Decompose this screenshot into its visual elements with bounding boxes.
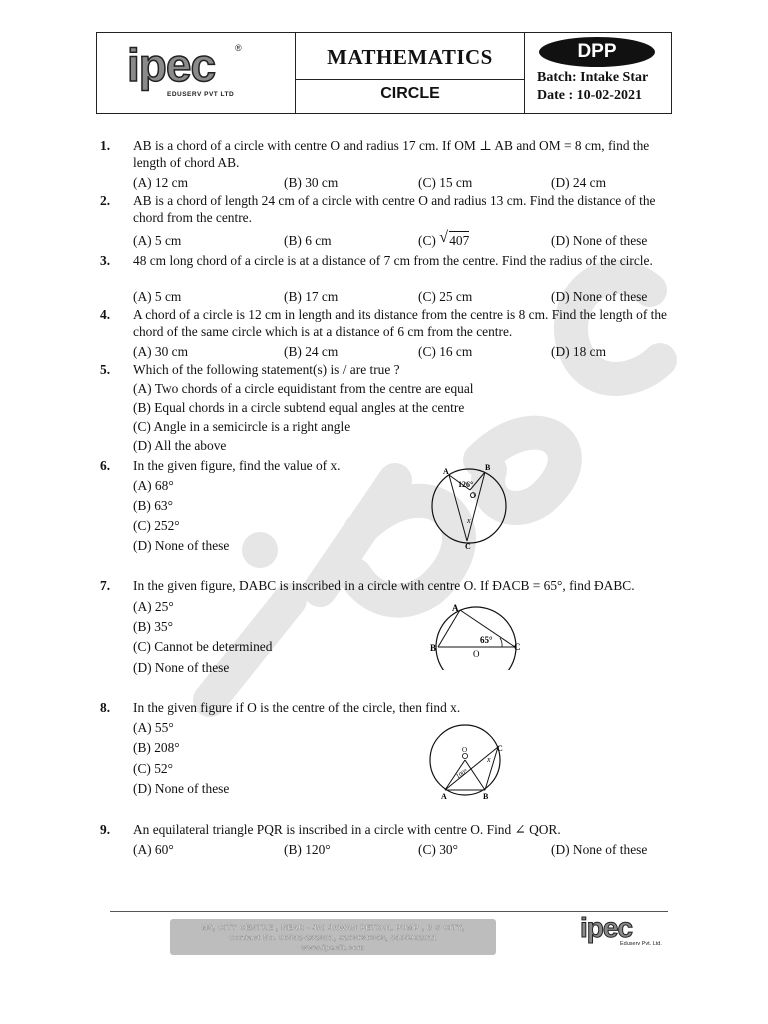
- label-A: A: [452, 603, 459, 613]
- option-d[interactable]: (D) None of these: [551, 233, 648, 248]
- registered-mark: ®: [235, 43, 242, 53]
- label-A: A: [441, 792, 447, 801]
- sqrt-value: 407: [449, 233, 470, 248]
- question-number: 6.: [100, 458, 111, 473]
- option-d[interactable]: (D) None of these: [133, 781, 230, 796]
- question-number: 1.: [100, 138, 111, 153]
- angle-label: 126°: [458, 480, 474, 489]
- question-number: 2.: [100, 193, 111, 208]
- header-box: [96, 32, 672, 114]
- option-d[interactable]: (D) 24 cm: [551, 175, 607, 190]
- option-b[interactable]: (B) 63°: [133, 498, 173, 513]
- question-number: 8.: [100, 700, 111, 715]
- option-b[interactable]: (B) Equal chords in a circle subtend equal angles at the centre: [133, 400, 465, 415]
- option-b[interactable]: (B) 120°: [284, 842, 331, 857]
- question-number: 3.: [100, 253, 111, 268]
- question-text: 48 cm long chord of a circle is at a distance of 7 cm from the centre. Find the radius of the circle.: [133, 253, 653, 268]
- option-a[interactable]: (A) 25°: [133, 599, 174, 614]
- footer-address: M5, CITY CENTRE , NEAR - JAI JAWAN PETROL PUMP , B S CITY,: [201, 923, 465, 932]
- option-c[interactable]: (C) Cannot be determined: [133, 639, 273, 654]
- option-a[interactable]: (A) 12 cm: [133, 175, 189, 190]
- footer-website[interactable]: www.ipecit.com: [301, 943, 365, 952]
- x-label: x: [487, 755, 491, 764]
- figure-q8: [425, 722, 511, 802]
- label-A: A: [443, 467, 449, 476]
- footer-contact: Contact No. 06542-232381, 9263636343, 8405902011: [229, 933, 437, 942]
- label-B: B: [483, 792, 489, 801]
- subject-title: MATHEMATICS: [327, 45, 493, 69]
- question-text: AB is a chord of a circle with centre O and radius 17 cm. If OM ⊥ AB and OM = 8 cm, find the length of chord AB.: [133, 138, 650, 170]
- option-b[interactable]: (B) 24 cm: [284, 344, 339, 359]
- option-c[interactable]: (C) 25 cm: [418, 289, 473, 304]
- option-a[interactable]: (A) 5 cm: [133, 233, 182, 248]
- question-number: 5.: [100, 362, 111, 377]
- figure-q7: [428, 600, 524, 670]
- question-text: Which of the following statement(s) is / are true ?: [133, 362, 400, 377]
- question-number: 7.: [100, 578, 111, 593]
- option-b[interactable]: (B) 30 cm: [284, 175, 339, 190]
- question-text: In the given figure if O is the centre of the circle, then find x.: [133, 700, 461, 715]
- figure-q6: [425, 460, 515, 550]
- ipec-logo: ipec: [127, 39, 216, 91]
- angle-label: 100°: [454, 767, 470, 781]
- label-C: C: [514, 642, 521, 652]
- option-d[interactable]: (D) 18 cm: [551, 344, 607, 359]
- option-d[interactable]: (D) None of these: [551, 842, 648, 857]
- question-text: In the given figure, DABC is inscribed in a circle with centre O. If ÐACB = 65°, find ÐABC.: [133, 578, 635, 593]
- logo-cell: [97, 33, 296, 113]
- batch-label: Batch: Intake Star: [537, 70, 649, 85]
- question-number: 9.: [100, 822, 111, 837]
- option-c[interactable]: (C) 30°: [418, 842, 458, 857]
- option-c[interactable]: (C) 52°: [133, 761, 173, 776]
- subject-divider: [296, 79, 524, 80]
- option-b[interactable]: (B) 35°: [133, 619, 173, 634]
- option-d[interactable]: (D) All the above: [133, 438, 227, 453]
- label-C: C: [465, 542, 471, 550]
- option-a[interactable]: (A) Two chords of a circle equidistant from the centre are equal: [133, 381, 474, 396]
- footer-ipec-logo: ipec: [580, 912, 633, 943]
- label-B: B: [485, 463, 491, 472]
- option-c[interactable]: (C) 15 cm: [418, 175, 473, 190]
- footer-logo-subtitle: Eduserv Pvt. Ltd.: [620, 941, 662, 947]
- option-c[interactable]: [418, 229, 470, 249]
- dpp-badge: DPP: [539, 37, 655, 67]
- label-O: O: [462, 746, 468, 754]
- question-text: An equilateral triangle PQR is inscribed in a circle with centre O. Find ∠ QOR.: [133, 822, 561, 837]
- option-c[interactable]: (C) 16 cm: [418, 344, 473, 359]
- label-O: O: [470, 492, 476, 500]
- option-b[interactable]: (B) 6 cm: [284, 233, 332, 248]
- option-c-label: (C): [418, 233, 436, 248]
- question-number: 4.: [100, 307, 111, 322]
- label-B: B: [430, 643, 437, 653]
- question-text: AB is a chord of length 24 cm of a circle with centre O and radius 13 cm. Find the distance of the chord from the centre.: [133, 193, 656, 225]
- option-b[interactable]: (B) 208°: [133, 740, 180, 755]
- option-a[interactable]: (A) 68°: [133, 478, 174, 493]
- option-d[interactable]: (D) None of these: [133, 660, 230, 675]
- option-a[interactable]: (A) 5 cm: [133, 289, 182, 304]
- option-d[interactable]: (D) None of these: [133, 538, 230, 553]
- option-a[interactable]: (A) 55°: [133, 720, 174, 735]
- subject-cell: [296, 33, 525, 113]
- date-label: Date : 10-02-2021: [537, 88, 642, 103]
- footer-address-box: [170, 919, 496, 955]
- option-c[interactable]: (C) 252°: [133, 518, 180, 533]
- topic-title: CIRCLE: [380, 85, 440, 102]
- option-d[interactable]: (D) None of these: [551, 289, 648, 304]
- label-C: C: [497, 744, 503, 753]
- angle-label: 65°: [480, 635, 493, 645]
- question-text: A chord of a circle is 12 cm in length and its distance from the centre is 8 cm. Find the length of the chord of the same circle which is at a distance of 6 cm from the centre.: [133, 307, 667, 339]
- x-label: x: [467, 516, 471, 525]
- option-a[interactable]: (A) 30 cm: [133, 344, 189, 359]
- logo-subtitle: EDUSERV PVT LTD: [167, 91, 235, 98]
- question-text: In the given figure, find the value of x.: [133, 458, 341, 473]
- option-a[interactable]: (A) 60°: [133, 842, 174, 857]
- option-c[interactable]: (C) Angle in a semicircle is a right angle: [133, 419, 351, 434]
- option-b[interactable]: (B) 17 cm: [284, 289, 339, 304]
- sqrt-expression: √ 407: [439, 229, 470, 248]
- label-O: O: [473, 649, 480, 659]
